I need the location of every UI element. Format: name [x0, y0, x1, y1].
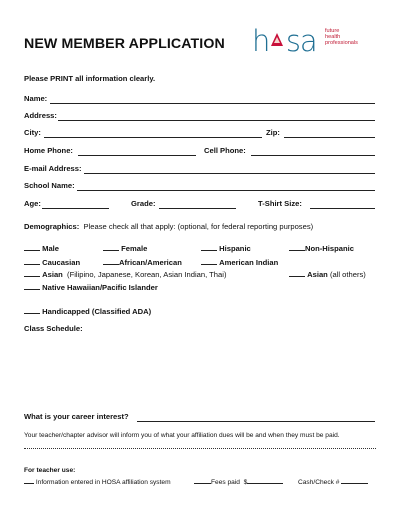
email-field[interactable]: [84, 173, 375, 174]
class-schedule-label: Class Schedule:: [24, 324, 83, 333]
checkbox-caucasian[interactable]: Caucasian: [24, 257, 80, 267]
home-phone-field[interactable]: [78, 155, 196, 156]
zip-field[interactable]: [284, 137, 375, 138]
entered-label: Information entered in HOSA affiliation system: [35, 479, 171, 486]
checkbox-non-hispanic[interactable]: Non-Hispanic: [289, 243, 354, 253]
checkbox-handicapped[interactable]: Handicapped (Classified ADA): [24, 306, 151, 316]
grade-label: Grade:: [131, 199, 156, 208]
entered-checkbox[interactable]: [24, 477, 34, 484]
email-label: E-mail Address:: [24, 164, 82, 173]
city-label: City:: [24, 128, 41, 137]
fees-paid-row: [194, 477, 283, 486]
address-label: Address:: [24, 111, 57, 120]
checkbox-asian-other[interactable]: Asian (all others): [289, 269, 366, 279]
demographics-note: Please check all that apply: (optional, for federal reporting purposes): [83, 222, 314, 231]
fees-paid-label: Fees paid: [211, 479, 240, 486]
tshirt-label: T-Shirt Size:: [258, 199, 302, 208]
checkbox-american-indian[interactable]: American Indian: [201, 257, 278, 267]
checkbox-male[interactable]: Male: [24, 243, 59, 253]
checkbox-hispanic[interactable]: Hispanic: [201, 243, 251, 253]
divider: [24, 448, 376, 449]
dollar-sign: $: [243, 479, 248, 486]
demographics-heading: [24, 222, 313, 231]
advisor-note: Your teacher/chapter advisor will inform you of what your affiliation dues will be and when they must be paid.: [24, 432, 340, 439]
grade-field[interactable]: [159, 208, 236, 209]
fees-amount-field[interactable]: [247, 477, 283, 484]
name-field[interactable]: [50, 103, 375, 104]
checkbox-african-american[interactable]: African/American: [103, 257, 182, 267]
zip-label: Zip:: [266, 128, 280, 137]
address-field[interactable]: [58, 120, 375, 121]
age-field[interactable]: [42, 208, 109, 209]
cash-check-row: [298, 477, 368, 486]
cash-check-label: Cash/Check #: [298, 479, 340, 486]
page-title: NEW MEMBER APPLICATION: [24, 36, 225, 52]
print-instructions: Please PRINT all information clearly.: [24, 74, 156, 83]
school-field[interactable]: [77, 190, 375, 191]
cash-check-field[interactable]: [341, 477, 368, 484]
hosa-logo: [252, 24, 370, 60]
cell-phone-label: Cell Phone:: [204, 146, 246, 155]
checkbox-native-hawaiian[interactable]: Native Hawaiian/Pacific Islander: [24, 282, 158, 292]
career-interest-label: What is your career interest?: [24, 412, 129, 421]
checkbox-asian[interactable]: Asian (Filipino, Japanese, Korean, Asian Indian, Thai): [24, 269, 226, 279]
teacher-use-row: [24, 477, 171, 486]
tshirt-field[interactable]: [310, 208, 375, 209]
name-label: Name:: [24, 94, 48, 103]
logo-wordmark: h sa: [252, 24, 317, 58]
demographics-label: Demographics:: [24, 222, 80, 231]
logo-flame-icon: [274, 37, 280, 43]
logo-tagline: future health professionals: [325, 28, 358, 47]
cell-phone-field[interactable]: [251, 155, 375, 156]
career-interest-field[interactable]: [137, 421, 375, 422]
checkbox-female[interactable]: Female: [103, 243, 147, 253]
age-label: Age:: [24, 199, 41, 208]
teacher-use-label: For teacher use:: [24, 467, 76, 474]
city-field[interactable]: [44, 137, 262, 138]
home-phone-label: Home Phone:: [24, 146, 73, 155]
school-label: School Name:: [24, 181, 75, 190]
fees-paid-checkbox[interactable]: [194, 477, 211, 484]
